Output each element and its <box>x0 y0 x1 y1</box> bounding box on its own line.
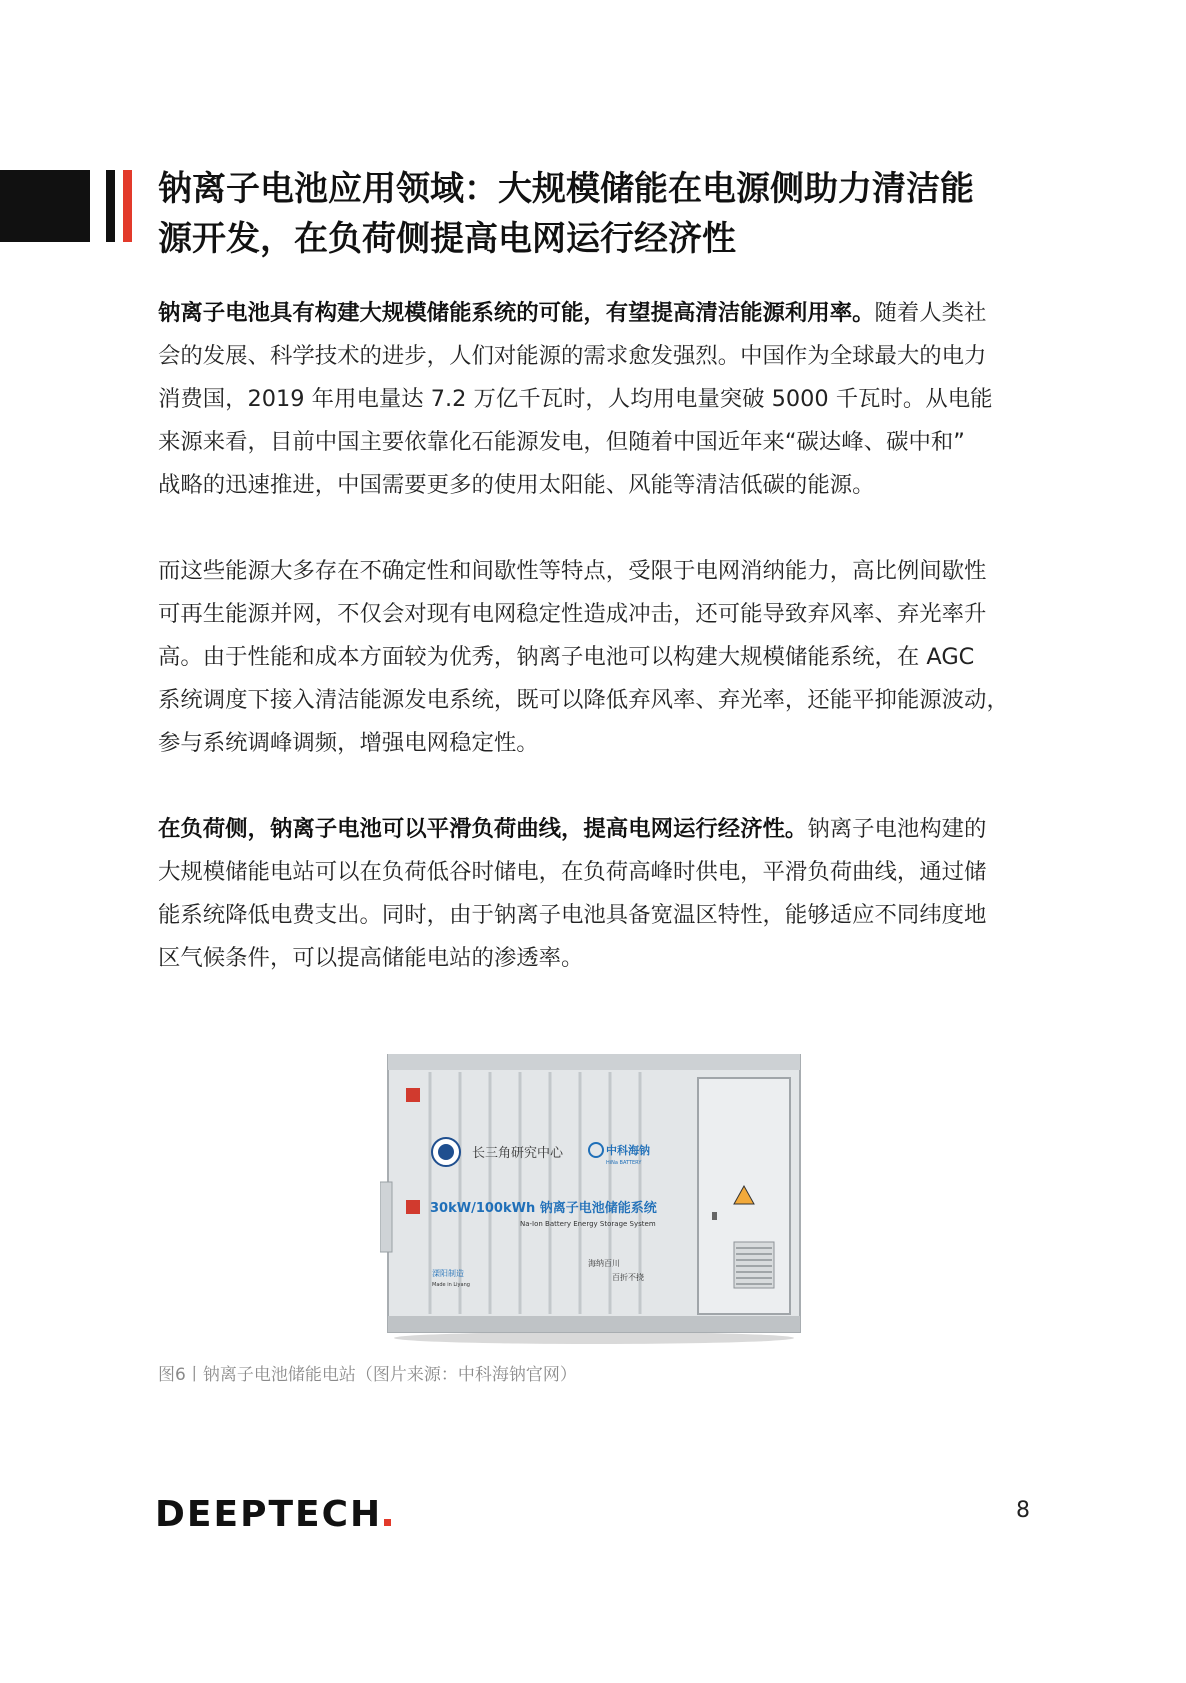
paragraph-line-rest: 随着人类社 <box>874 300 987 326</box>
paragraph-line: 系统调度下接入清洁能源发电系统，既可以降低弃风率、弃光率，还能平抑能源波动， <box>158 687 1009 713</box>
paragraph-line: 参与系统调峰调频，增强电网稳定性。 <box>158 730 539 756</box>
paragraph-2 <box>158 550 1048 765</box>
paragraph-line: 可再生能源并网，不仅会对现有电网稳定性造成冲击，还可能导致弃风率、弃光率升 <box>158 601 987 627</box>
container-made-in: 溧阳制造 <box>432 1269 464 1278</box>
section-heading-line1: 钠离子电池应用领域：大规模储能在电源侧助力清洁能 <box>158 169 974 209</box>
paragraph-line: 来源来看，目前中国主要依靠化石能源发电，但随着中国近年来“碳达峰、碳中和” <box>158 429 965 455</box>
brand-name: DEEPTECH <box>155 1494 383 1535</box>
brand-logo <box>155 1494 391 1535</box>
paragraph-line: 能系统降低电费支出。同时，由于钠离子电池具备宽温区特性，能够适应不同纬度地 <box>158 902 987 928</box>
paragraph-line <box>158 808 1048 851</box>
paragraph-3 <box>158 808 1048 980</box>
paragraph-lead-sentence: 钠离子电池具有构建大规模储能系统的可能，有望提高清洁能源利用率。 <box>158 300 875 326</box>
brand-accent-dot <box>384 1519 391 1526</box>
paragraph-line: 消费国，2019 年用电量达 7.2 万亿千瓦时，人均用电量突破 5000 千瓦时。从电能 <box>158 386 993 412</box>
paragraph-line: 而这些能源大多存在不确定性和间歇性等特点，受限于电网消纳能力，高比例间歇性 <box>158 558 987 584</box>
paragraph-line <box>158 292 1048 335</box>
container-slogan2: 百折不挠 <box>612 1273 644 1282</box>
paragraph-line-rest: 钠离子电池构建的 <box>807 816 987 842</box>
container-company-logo: 中科海钠 <box>606 1144 650 1157</box>
paragraph-1 <box>158 292 1048 507</box>
figure-caption: 图6丨钠离子电池储能电站（图片来源：中科海钠官网） <box>158 1365 577 1385</box>
section-marker-bar-red <box>123 170 132 242</box>
section-marker-bar-black <box>106 170 115 242</box>
section-marker-block <box>0 170 90 242</box>
container-product-title: 30kW/100kWh 钠离子电池储能系统 <box>430 1201 657 1216</box>
page-number: 8 <box>1016 1498 1030 1523</box>
paragraph-line: 战略的迅速推进，中国需要更多的使用太阳能、风能等清洁低碳的能源。 <box>158 472 875 498</box>
paragraph-lead-sentence: 在负荷侧，钠离子电池可以平滑负荷曲线，提高电网运行经济性。 <box>158 816 808 842</box>
paragraph-line: 大规模储能电站可以在负荷低谷时储电，在负荷高峰时供电，平滑负荷曲线，通过储 <box>158 859 987 885</box>
battery-container-photo <box>380 1054 808 1346</box>
section-heading <box>158 164 1058 264</box>
container-product-subtitle: Na-Ion Battery Energy Storage System <box>520 1220 656 1228</box>
article-body <box>158 292 1048 1023</box>
container-company-logo-sub: HiNa BATTERY <box>606 1160 642 1166</box>
section-heading-line2: 源开发，在负荷侧提高电网运行经济性 <box>158 219 736 259</box>
paragraph-line: 高。由于性能和成本方面较为优秀，钠离子电池可以构建大规模储能系统，在 AGC <box>158 644 975 670</box>
container-org-name: 长三角研究中心 <box>472 1146 564 1161</box>
paragraph-line: 会的发展、科学技术的进步，人们对能源的需求愈发强烈。中国作为全球最大的电力 <box>158 343 987 369</box>
container-made-in-en: Made in Liyang <box>432 1282 470 1288</box>
paragraph-line: 区气候条件，可以提高储能电站的渗透率。 <box>158 945 584 971</box>
container-slogan1: 海纳百川 <box>588 1259 620 1268</box>
